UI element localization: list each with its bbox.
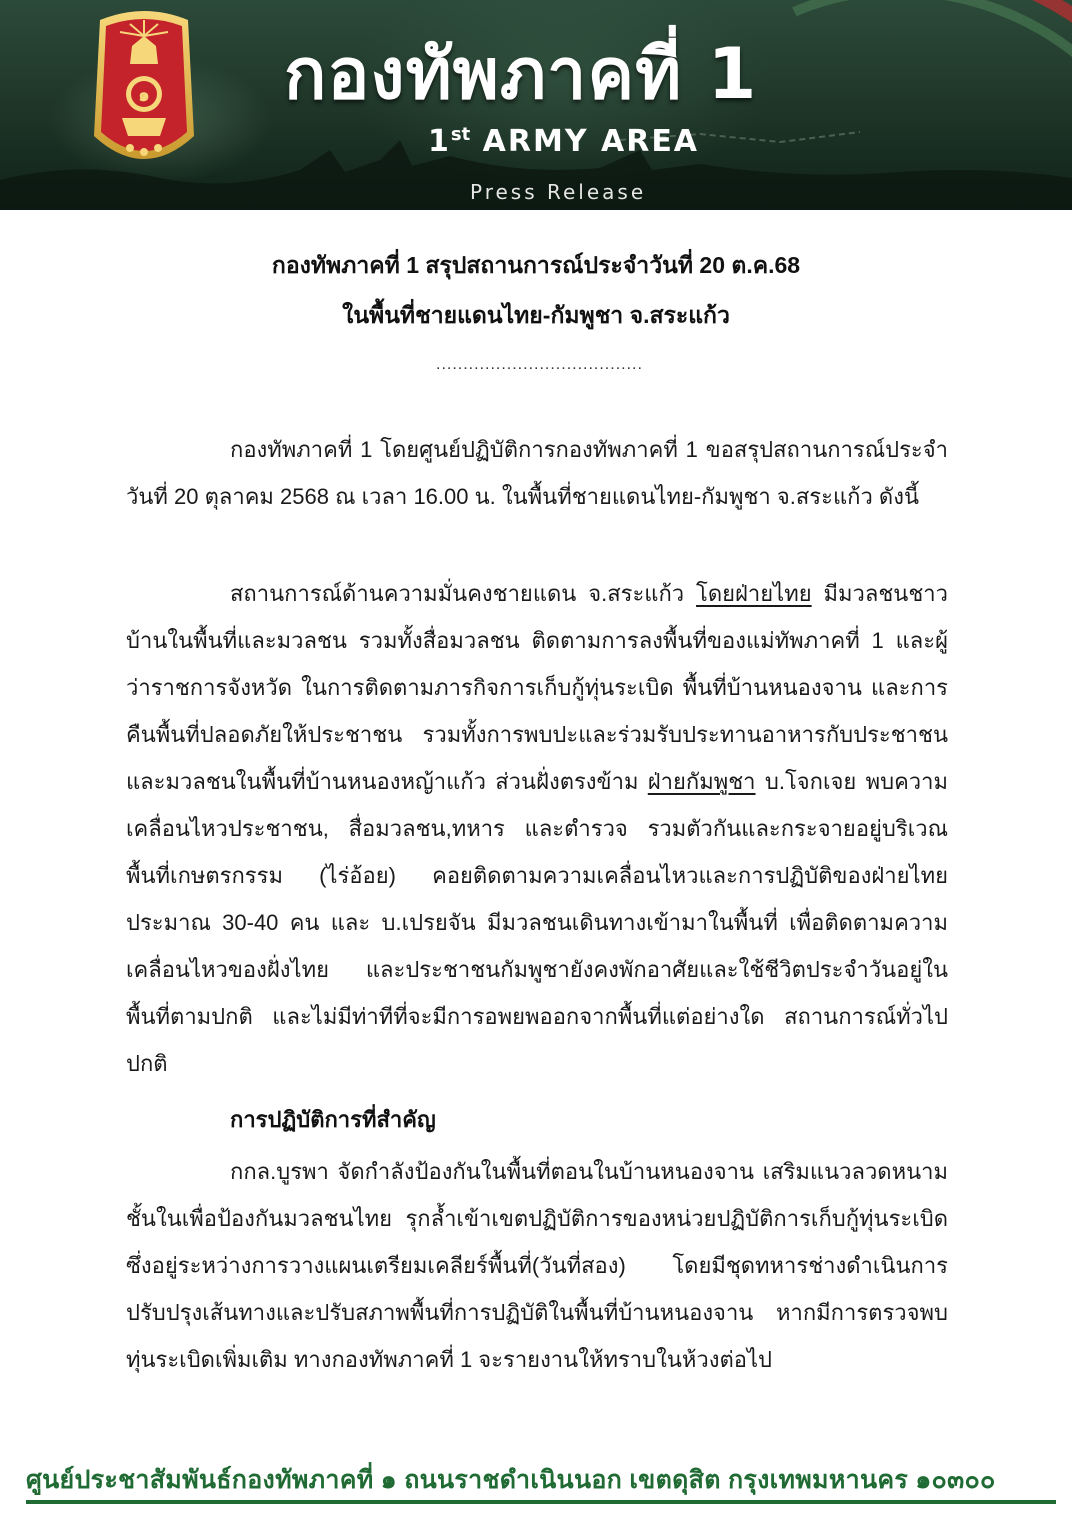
cambodia-side-label: ฝ่ายกัมพูชา bbox=[647, 769, 756, 794]
headline-divider: ...................................... bbox=[436, 356, 643, 373]
header-banner bbox=[0, 0, 1072, 210]
operations-text: กกล.บูรพา จัดกำลังป้องกันในพื้นที่ตอนในบ้านหนองจาน เสริมแนวลวดหนามชั้นในเพื่อป้องกันมวลชนไทย รุกล้ำเข้าเขตปฏิบัติการของหน่วยปฏิบัติการเก็บกู้ทุ่นระเบิด ซึ่งอยู่ระหว่างการวางแผนเตรียมเคลียร์พื้นที่(วันที่สอง) โดยมีชุดทหารช่างดำเนินการปรับปรุงเส้นทางและปรับสภาพพื้นที่การปฏิบัติในพื้นที่บ้านหนองจาน หากมีการตรวจพบทุ่นระเบิดเพิ่มเติม ทางกองทัพภาคที่ 1 จะรายงานให้ทราบในห้วงต่อไป bbox=[126, 1159, 948, 1372]
situation-text-a: สถานการณ์ด้านความมั่นคงชายแดน จ.สระแก้ว bbox=[230, 581, 697, 606]
headline-line-1: กองทัพภาคที่ 1 สรุปสถานการณ์ประจำวันที่ 20 ต.ค.68 bbox=[271, 252, 801, 278]
press-release-label: Press Release bbox=[470, 180, 647, 204]
intro-text: กองทัพภาคที่ 1 โดยศูนย์ปฏิบัติการกองทัพภาคที่ 1 ขอสรุปสถานการณ์ประจำวันที่ 20 ตุลาคม 2568 ณ เวลา 16.00 น. ในพื้นที่ชายแดนไทย-กัมพูชา จ.สระแก้ว ดังนี้ bbox=[126, 437, 948, 509]
army-area-emblem-icon bbox=[86, 6, 202, 178]
situation-text-b: มีมวลชนชาวบ้านในพื้นที่และมวลชน รวมทั้งสื่อมวลชน ติดตามการลงพื้นที่ของแม่ทัพภาคที่ 1 และผู้ว่าราชการจังหวัด ในการติดตามภารกิจการเก็บกู้ทุ่นระเบิด พื้นที่บ้านหนองจาน และการคืนพื้นที่ปลอดภัยให้ประชาชน รวมทั้งการพบปะและร่วมรับประทานอาหารกับประชาชนและมวลชนในพื้นที่บ้านหนองหญ้าแก้ว ส่วนฝั่งตรงข้าม bbox=[126, 581, 948, 794]
banner-subtitle bbox=[428, 124, 748, 159]
headline-line-2: ในพื้นที่ชายแดนไทย-กัมพูชา จ.สระแก้ว bbox=[342, 302, 730, 328]
banner-subtitle-number: 1 bbox=[428, 124, 451, 159]
banner-subtitle-suffix: st bbox=[450, 124, 471, 145]
operations-heading: การปฏิบัติการที่สำคัญ bbox=[230, 1107, 436, 1132]
svg-text:๑: ๑ bbox=[138, 85, 150, 106]
footer-address: ศูนย์ประชาสัมพันธ์กองทัพภาคที่ ๑ ถนนราชดำเนินนอก เขตดุสิต กรุงเทพมหานคร ๑๐๓๐๐ bbox=[26, 1466, 996, 1494]
operations-paragraph bbox=[126, 1148, 948, 1383]
footer-rule bbox=[26, 1500, 1056, 1504]
banner-title: กองทัพภาคที่ 1 bbox=[284, 33, 758, 115]
situation-text-c: บ.โจกเจย พบความเคลื่อนไหวประชาชน, สื่อมวลชน,ทหาร และตำรวจ รวมตัวกันและกระจายอยู่บริเวณพื้นที่เกษตรกรรม (ไร่อ้อย) คอยติดตามความเคลื่อนไหวและการปฏิบัติของฝ่ายไทย ประมาณ 30-40 คน และ บ.เปรยจัน มีมวลชนเดินทางเข้ามาในพื้นที่ เพื่อติดตามความเคลื่อนไหวของฝั่งไทย และประชาชนกัมพูชายังคงพักอาศัยและใช้ชีวิตประจำวันอยู่ในพื้นที่ตามปกติ และไม่มีท่าทีที่จะมีการอพยพออกจากพื้นที่แต่อย่างใด สถานการณ์ทั่วไปปกติ bbox=[126, 769, 948, 1076]
intro-paragraph bbox=[126, 426, 948, 520]
banner-subtitle-text: ARMY AREA bbox=[482, 124, 700, 159]
situation-paragraph bbox=[126, 570, 948, 1087]
thai-side-label: โดยฝ่ายไทย bbox=[696, 581, 812, 606]
